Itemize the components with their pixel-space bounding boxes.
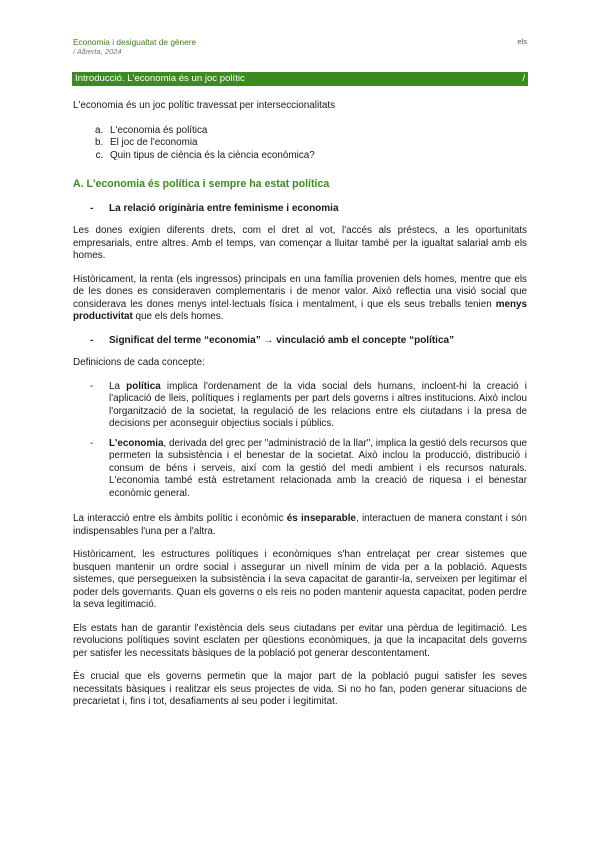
section-title: Introducció. L'economia és un joc polític xyxy=(75,73,245,84)
header-right-label: els xyxy=(517,37,527,46)
toc-item: a. L'economia és política xyxy=(106,125,527,138)
intro-sentence: L'economia és un joc polític travessat per interseccionalitats xyxy=(73,100,336,111)
subsection-heading-a: A. L'economia és política i sempre ha estat política xyxy=(73,178,330,190)
bold-text: L'economia xyxy=(109,437,164,449)
dash-bullet: - xyxy=(90,437,94,449)
dash-bullet: - xyxy=(90,380,94,392)
definition-politics xyxy=(73,381,527,431)
document-body xyxy=(73,100,527,720)
toc-item: b. El joc de l'economia xyxy=(106,137,527,150)
bold-text: política xyxy=(126,380,161,392)
point-heading-text: La relació originària entre feminisme i economia xyxy=(109,202,339,214)
dash-bullet: - xyxy=(90,202,94,214)
section-title-bar xyxy=(72,72,528,86)
text: , derivada del grec per "administració de la llar", implica la gestió dels recursos que permeten la subsistència i el benestar de la societat. Això inclou la producció, distribució i consum de béns i serveis, així com la gestió del medi ambient i els recursos naturals. L'economia també està estretament relacionada amb la creació de riquesa i el benestar econòmic general. xyxy=(109,437,527,499)
text: Històricament, la renta (els ingressos) principals en una família provenien dels homes, mentre que els de les dones es consideraven complementaris i de menor valor. Això reflectia una visió social que considerava les dones menys intel·lectuals física i mentalment, i que els seus treballs tenien xyxy=(73,273,527,310)
paragraph-historical: Històricament, les estructures polítiques i econòmiques s'han entrelaçat per crear sistemes que busquen mantenir un ordre social i assegurar un nivell mínim de vida per a la població. Aquests sistemes, que persegueixen la subsistència i la seva capacitat de garantir-la, serveixen per legitimar el poder dels governants. Quan els governs o els reis no poden mantenir aquesta capacitat, poden perdre la seva legitimació. xyxy=(73,549,527,610)
paragraph-interaction xyxy=(73,513,527,538)
bold-text: és inseparable xyxy=(286,513,356,524)
definition-economy xyxy=(73,438,527,501)
header-course-title: Economia i desigualtat de gènere xyxy=(73,37,197,47)
text: La xyxy=(109,380,127,392)
paragraph-states: Els estats han de garantir l'existència dels seus ciutadans per evitar una pèrdua de legitimació. Les revolucions polítiques sovint esclaten per qüestions econòmiques, ja que la incapacitat dels governs per satisfer les necessitats bàsiques de la població pot generar descontentament. xyxy=(73,622,527,659)
bold-text: menys productivitat xyxy=(73,298,527,322)
text: La interacció entre els àmbits polític i econòmic xyxy=(73,513,287,524)
paragraph-income xyxy=(73,274,527,324)
paragraph-rights: Les dones exigien diferents drets, com el dret al vot, l'accés als préstecs, a les oportunitats empresarials, entre altres. Amb el temps, van començar a lluitar també per la igualtat salarial amb els homes. xyxy=(73,225,527,261)
text: , interactuen de manera constant i són indispensables l'una per a l'altra. xyxy=(73,513,528,537)
header-author-year: / Alberta, 2024 xyxy=(73,47,122,56)
paragraph-crucial: És crucial que els governs permetin que la major part de la població pugui satisfer les seves necessitats bàsiques i realitzar els seus projectes de vida. Si no ho fan, poden generar situacions de precarietat i, fins i tot, desafiaments al seu poder i legitimitat. xyxy=(73,671,527,707)
toc-item: c. Quin tipus de ciència és la ciència econòmica? xyxy=(106,150,527,163)
toc-list xyxy=(73,125,527,163)
point-heading-terms xyxy=(73,335,527,348)
definitions-intro: Definicions de cada concepte: xyxy=(73,357,205,368)
dash-bullet: - xyxy=(90,334,94,346)
definitions-list xyxy=(73,381,527,501)
point-heading-feminism xyxy=(73,203,527,216)
section-marker: / xyxy=(522,73,525,84)
point-heading-text: Significat del terme “economia” → vinculació amb el concepte “política” xyxy=(109,334,455,346)
text: implica l'ordenament de la vida social dels humans, incloent-hi la creació i l'aplicació de lleis, polítiques i reglaments per part dels governs i altres institucions. Això inclou l'organització de la societat, la regulació de les relacions entre els ciutadans i la presa de decisions per aconseguir objectius socials i públics. xyxy=(109,380,527,429)
text: que els dels homes. xyxy=(132,311,224,322)
